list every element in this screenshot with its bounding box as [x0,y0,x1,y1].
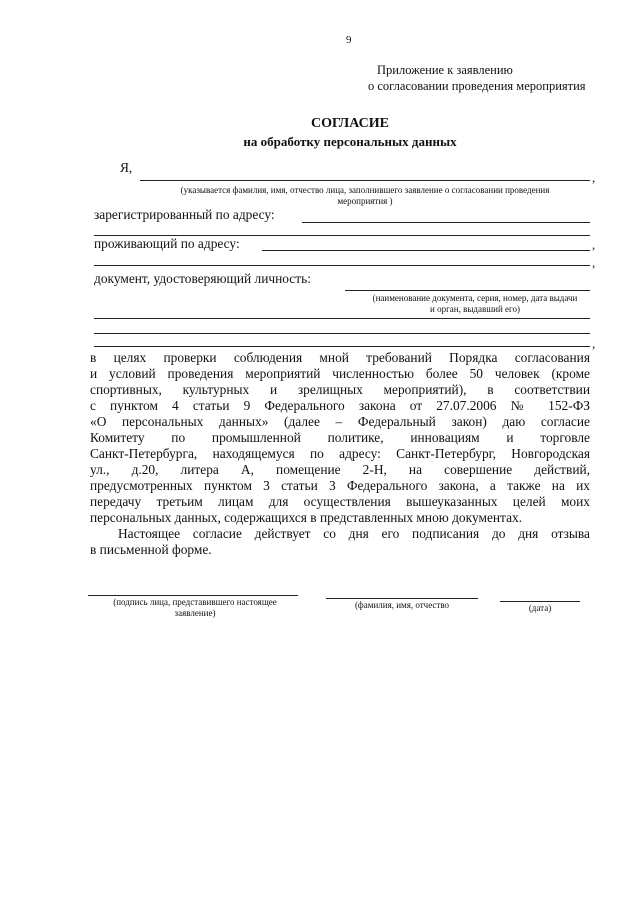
live-address-line-2 [94,265,590,266]
live-address-line-1 [262,250,590,251]
date-caption: (дата) [528,603,552,613]
ya-field-line [140,180,590,181]
body-line-8: ул., д.20, литера А, помещение 2-Н, на совершение действий, [90,462,590,477]
body-line-6: Комитету по промышленной политике, инновациям и торговле [90,430,590,445]
body-line-5: «О персональных данных» (далее – Федеральный закон) даю согласие [90,414,590,429]
id-doc-caption-line-2: и орган, выдавший его) [430,304,520,314]
id-document-label: документ, удостоверяющий личность: [94,271,311,286]
appendix-line-2: о согласовании проведения мероприятия [368,79,586,93]
validity-line-2: в письменной форме. [90,542,212,557]
id-document-line-1 [345,290,590,291]
appendix-line-1: Приложение к заявлению [377,63,513,77]
page-number: 9 [346,34,352,46]
reg-address-line-1 [302,222,590,223]
signature-line [88,595,298,596]
body-line-2: и условий проведения мероприятий численностью более 50 человек (кроме [90,366,590,381]
document-subtitle: на обработку персональных данных [243,134,457,149]
body-line-1: в целях проверки соблюдения мной требований Порядка согласования [90,350,590,365]
id-document-line-4 [94,346,590,347]
full-name-line [326,598,478,599]
id-document-line-3 [94,333,590,334]
ya-comma: , [592,170,596,185]
live-address-label: проживающий по адресу: [94,236,240,251]
body-line-11: персональных данных, содержащихся в представленных мною документах. [90,510,523,525]
signature-caption-line-2: заявление) [174,608,216,618]
validity-line-1: Настоящее согласие действует со дня его подписания до дня отзыва [118,526,590,541]
document-title: СОГЛАСИЕ [311,116,389,131]
body-line-4: с пунктом 4 статьи 9 Федерального закона от 27.07.2006 № 152-ФЗ [90,398,590,413]
doc-comma: , [592,336,596,351]
id-document-line-2 [94,318,590,319]
body-line-3: спортивных, культурных и зрелищных мероприятий), в соответствии [90,382,590,397]
signature-caption-line-1: (подпись лица, представившего настоящее [113,597,277,607]
date-line [500,601,580,602]
live-comma: , [592,237,596,252]
ya-caption-line-2: мероприятия ) [337,196,393,206]
body-line-7: Санкт-Петербурга, находящемуся по адресу: Санкт-Петербург, Новгородская [90,446,590,461]
live-comma-2: , [592,255,596,270]
body-line-10: передачу третьим лицам для осуществления вышеуказанных целей моих [90,494,590,509]
id-doc-caption-line-1: (наименование документа, серия, номер, дата выдачи [372,293,578,303]
ya-caption-line-1: (указывается фамилия, имя, отчество лица, заполнившего заявление о согласовании проведения [180,185,550,195]
full-name-caption: (фамилия, имя, отчество [354,600,450,610]
body-line-9: предусмотренных пунктом 3 статьи 3 Федерального закона, а также на их [90,478,590,493]
ya-label: Я, [120,160,133,175]
reg-address-label: зарегистрированный по адресу: [94,207,275,222]
